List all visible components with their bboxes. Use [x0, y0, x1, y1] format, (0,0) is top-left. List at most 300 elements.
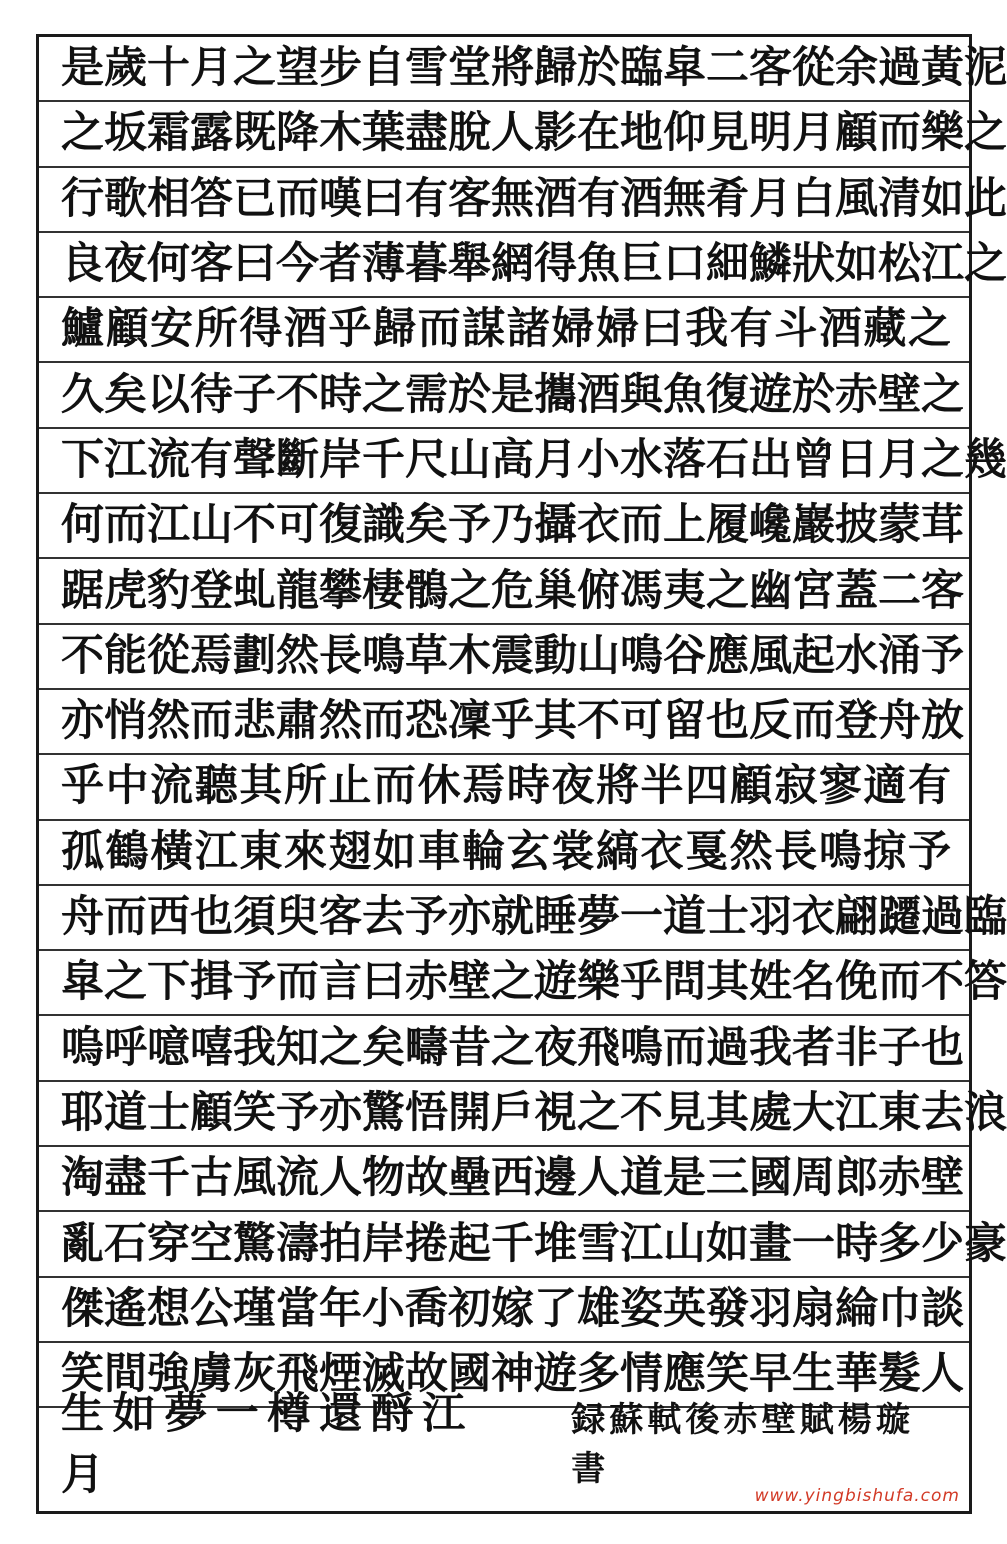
character: 赤	[835, 369, 878, 420]
character: 月	[792, 108, 835, 159]
character: 予	[448, 500, 491, 551]
character: 相	[147, 173, 190, 224]
character: 周	[792, 1153, 835, 1204]
character: 月	[190, 43, 233, 94]
character: 翩	[835, 892, 878, 943]
character: 之	[362, 369, 405, 420]
character: 予	[921, 630, 964, 681]
character: 故	[405, 1349, 448, 1400]
character: 曰	[640, 304, 684, 355]
character: 揖	[190, 957, 233, 1008]
character: 何	[61, 500, 104, 551]
character: 良	[61, 239, 104, 290]
character: 情	[620, 1349, 663, 1400]
character: 就	[491, 892, 534, 943]
character: 松	[878, 239, 921, 290]
character: 東	[878, 1087, 921, 1138]
character: 其	[239, 761, 283, 812]
character: 翅	[328, 826, 372, 877]
character: 步	[319, 43, 362, 94]
character: 下	[147, 957, 190, 1008]
character: 然	[729, 826, 773, 877]
character: 乎	[620, 957, 663, 1008]
character: 安	[150, 304, 194, 355]
character: 悟	[405, 1087, 448, 1138]
character: 山	[663, 1218, 706, 1269]
character: 之	[491, 1022, 534, 1073]
character: 其	[534, 696, 577, 747]
character: 亦	[61, 696, 104, 747]
character: 夢	[577, 892, 620, 943]
character: 草	[405, 630, 448, 681]
character: 客	[448, 173, 491, 224]
character: 東	[239, 826, 283, 877]
character: 久	[61, 369, 104, 420]
character: 月	[749, 173, 792, 224]
character: 止	[328, 761, 372, 812]
character: 望	[276, 43, 319, 94]
character: 亂	[61, 1218, 104, 1269]
character: 客	[319, 892, 362, 943]
character: 復	[319, 500, 362, 551]
character: 縞	[595, 826, 639, 877]
character: 車	[417, 826, 461, 877]
character: 臨	[964, 892, 1007, 943]
character: 也	[706, 696, 749, 747]
character: 攜	[534, 369, 577, 420]
character: 如	[835, 239, 878, 290]
signature: 録蘇軾後赤壁賦楊璇書	[571, 1399, 914, 1489]
character: 華	[835, 1349, 878, 1400]
character: 肴	[706, 173, 749, 224]
character: 無	[491, 173, 534, 224]
character: 開	[448, 1087, 491, 1138]
character: 酒	[620, 173, 663, 224]
character: 士	[147, 1087, 190, 1138]
character: 掠	[863, 826, 907, 877]
text-line	[39, 625, 969, 690]
character: 下	[61, 434, 104, 485]
character: 西	[147, 892, 190, 943]
character: 江	[620, 1218, 663, 1269]
character: 昔	[448, 1022, 491, 1073]
character: 起	[448, 1218, 491, 1269]
character: 嫁	[491, 1283, 534, 1334]
character: 然	[319, 696, 362, 747]
character: 堆	[534, 1218, 577, 1269]
character: 赤	[405, 957, 448, 1008]
text-line	[39, 233, 1007, 298]
character: 不	[276, 369, 319, 420]
character: 風	[233, 1153, 276, 1204]
character: 登	[190, 565, 233, 616]
text-line	[39, 1017, 969, 1082]
character: 從	[147, 630, 190, 681]
character: 歲	[104, 43, 147, 94]
text-line	[39, 1082, 1007, 1147]
character: 顧	[190, 1087, 233, 1138]
character: 二	[706, 43, 749, 94]
character: 今	[276, 239, 319, 290]
character: 人	[319, 1153, 362, 1204]
character: 諸	[506, 304, 550, 355]
character: 有	[729, 304, 773, 355]
character: 非	[835, 1022, 878, 1073]
character: 人	[577, 1153, 620, 1204]
character: 歌	[104, 173, 147, 224]
character: 予	[405, 892, 448, 943]
character: 堂	[448, 43, 491, 94]
character: 多	[878, 1218, 921, 1269]
text-line	[39, 690, 969, 755]
character: 涌	[878, 630, 921, 681]
character: 盡	[104, 1153, 147, 1204]
character: 悲	[233, 696, 276, 747]
character: 鱗	[749, 239, 792, 290]
character: 郎	[835, 1153, 878, 1204]
character: 劃	[233, 630, 276, 681]
character: 驚	[233, 1218, 276, 1269]
character: 濤	[276, 1218, 319, 1269]
character: 子	[233, 369, 276, 420]
character: 驚	[362, 1087, 405, 1138]
character: 暮	[405, 239, 448, 290]
character: 夜	[551, 761, 595, 812]
character: 江	[835, 1087, 878, 1138]
character: 疇	[405, 1022, 448, 1073]
character: 凜	[448, 696, 491, 747]
character: 斷	[276, 434, 319, 485]
character: 起	[792, 630, 835, 681]
character: 狀	[792, 239, 835, 290]
character: 月	[878, 434, 921, 485]
character: 焉	[462, 761, 506, 812]
character: 需	[405, 369, 448, 420]
character: 谷	[663, 630, 706, 681]
character: 間	[104, 1349, 147, 1400]
character: 戶	[491, 1087, 534, 1138]
character: 仰	[663, 108, 706, 159]
character: 休	[417, 761, 461, 812]
character: 鶴	[105, 826, 149, 877]
character: 其	[706, 957, 749, 1008]
character: 扇	[792, 1283, 835, 1334]
character: 少	[921, 1218, 964, 1269]
character: 畫	[749, 1218, 792, 1269]
character: 雄	[577, 1283, 620, 1334]
character: 來	[283, 826, 327, 877]
character: 也	[921, 1022, 964, 1073]
character: 淘	[61, 1153, 104, 1204]
character: 月	[534, 434, 577, 485]
character: 余	[835, 43, 878, 94]
character: 如	[921, 173, 964, 224]
character: 坂	[104, 108, 147, 159]
character: 過	[706, 1022, 749, 1073]
character: 邊	[534, 1153, 577, 1204]
closing-text: 生如夢一樽還酹江月	[61, 1388, 474, 1500]
character: 豪	[964, 1218, 1007, 1269]
text-line	[39, 102, 1007, 167]
character: 不	[577, 696, 620, 747]
character: 之	[491, 957, 534, 1008]
character: 橫	[150, 826, 194, 877]
character: 小	[577, 434, 620, 485]
character: 曾	[792, 434, 835, 485]
character: 人	[491, 108, 534, 159]
character: 年	[319, 1283, 362, 1334]
character: 嗚	[61, 1022, 104, 1073]
character: 予	[276, 1087, 319, 1138]
character: 何	[147, 239, 190, 290]
character: 顧	[729, 761, 773, 812]
character: 戛	[685, 826, 729, 877]
character: 而	[417, 304, 461, 355]
character: 攀	[319, 565, 362, 616]
character: 見	[663, 1087, 706, 1138]
character: 雪	[577, 1218, 620, 1269]
character: 一	[620, 892, 663, 943]
character: 物	[362, 1153, 405, 1204]
character: 自	[362, 43, 405, 94]
character: 浪	[964, 1087, 1007, 1138]
character: 待	[190, 369, 233, 420]
character: 予	[907, 826, 951, 877]
character: 矣	[104, 369, 147, 420]
text-line	[39, 1212, 1007, 1277]
character: 須	[233, 892, 276, 943]
character: 亦	[448, 892, 491, 943]
character: 黃	[921, 43, 964, 94]
character: 捲	[405, 1218, 448, 1269]
character: 噫	[147, 1022, 190, 1073]
character: 羽	[749, 1283, 792, 1334]
character: 上	[663, 500, 706, 551]
character: 清	[878, 173, 921, 224]
character: 而	[620, 500, 663, 551]
character: 半	[640, 761, 684, 812]
character: 之	[964, 108, 1007, 159]
character: 泥	[964, 43, 1007, 94]
character: 如	[373, 826, 417, 877]
character: 夜	[104, 239, 147, 290]
character: 之	[907, 304, 951, 355]
character: 放	[921, 696, 964, 747]
character: 見	[706, 108, 749, 159]
character: 衣	[792, 892, 835, 943]
character: 虎	[104, 565, 147, 616]
character: 是	[491, 369, 534, 420]
character: 豹	[147, 565, 190, 616]
character: 玄	[506, 826, 550, 877]
character: 舟	[878, 696, 921, 747]
character: 顧	[835, 108, 878, 159]
character: 國	[448, 1349, 491, 1400]
character: 有	[577, 173, 620, 224]
character: 臨	[620, 43, 663, 94]
character: 將	[595, 761, 639, 812]
character: 日	[835, 434, 878, 485]
character: 江	[194, 826, 238, 877]
character: 應	[663, 1349, 706, 1400]
character: 乃	[491, 500, 534, 551]
character: 國	[749, 1153, 792, 1204]
character: 於	[792, 369, 835, 420]
character: 乎	[61, 761, 104, 812]
character: 士	[706, 892, 749, 943]
character: 舉	[448, 239, 491, 290]
character: 而	[276, 957, 319, 1008]
character: 者	[319, 239, 362, 290]
character: 俯	[577, 565, 620, 616]
text-line	[39, 559, 969, 624]
character: 流	[150, 761, 194, 812]
character: 石	[706, 434, 749, 485]
character: 者	[792, 1022, 835, 1073]
character: 顧	[105, 304, 149, 355]
character: 其	[706, 1087, 749, 1138]
character: 白	[792, 173, 835, 224]
character: 夜	[534, 1022, 577, 1073]
character: 予	[233, 957, 276, 1008]
character: 悄	[104, 696, 147, 747]
character: 而	[362, 696, 405, 747]
character: 赤	[878, 1153, 921, 1204]
character: 風	[835, 173, 878, 224]
character: 髮	[878, 1349, 921, 1400]
character: 如	[706, 1218, 749, 1269]
character: 酒	[283, 304, 327, 355]
character: 有	[907, 761, 951, 812]
character: 蒙	[878, 500, 921, 551]
character: 一	[792, 1218, 835, 1269]
character: 乎	[491, 696, 534, 747]
character: 震	[491, 630, 534, 681]
character: 得	[239, 304, 283, 355]
character: 拍	[319, 1218, 362, 1269]
character: 所	[283, 761, 327, 812]
character: 可	[276, 500, 319, 551]
character: 於	[448, 369, 491, 420]
character: 葉	[362, 108, 405, 159]
character: 留	[663, 696, 706, 747]
character: 飛	[276, 1349, 319, 1400]
character: 反	[749, 696, 792, 747]
character: 客	[749, 43, 792, 94]
character: 在	[577, 108, 620, 159]
character: 姿	[620, 1283, 663, 1334]
character: 姓	[749, 957, 792, 1008]
character: 過	[878, 43, 921, 94]
character: 出	[749, 434, 792, 485]
character: 睡	[534, 892, 577, 943]
text-line	[39, 951, 1007, 1016]
character: 攝	[534, 500, 577, 551]
character: 既	[233, 108, 276, 159]
character: 舟	[61, 892, 104, 943]
character: 木	[319, 108, 362, 159]
character: 而	[792, 696, 835, 747]
text-line	[39, 168, 1007, 233]
character: 岸	[319, 434, 362, 485]
character: 虜	[190, 1349, 233, 1400]
character: 酒	[577, 369, 620, 420]
character: 壘	[448, 1153, 491, 1204]
character: 夷	[663, 565, 706, 616]
character: 遊	[534, 1349, 577, 1400]
character: 去	[921, 1087, 964, 1138]
character: 之	[319, 1022, 362, 1073]
character: 之	[706, 565, 749, 616]
character: 行	[61, 173, 104, 224]
character: 去	[362, 892, 405, 943]
character: 四	[685, 761, 729, 812]
character: 了	[534, 1283, 577, 1334]
character: 酒	[534, 173, 577, 224]
character: 動	[534, 630, 577, 681]
character: 謀	[462, 304, 506, 355]
text-line	[39, 37, 1007, 102]
character: 巨	[620, 239, 663, 290]
character: 婦	[551, 304, 595, 355]
character: 不	[61, 630, 104, 681]
character: 鳴	[818, 826, 862, 877]
character: 我	[233, 1022, 276, 1073]
character: 落	[663, 434, 706, 485]
character: 危	[491, 565, 534, 616]
character: 二	[878, 565, 921, 616]
character: 答	[190, 173, 233, 224]
character: 發	[706, 1283, 749, 1334]
character: 裳	[551, 826, 595, 877]
character: 笑	[706, 1349, 749, 1400]
character: 應	[706, 630, 749, 681]
character: 將	[491, 43, 534, 94]
character: 水	[620, 434, 663, 485]
character: 幽	[749, 565, 792, 616]
character: 影	[534, 108, 577, 159]
character: 從	[792, 43, 835, 94]
character: 以	[147, 369, 190, 420]
character: 而	[104, 500, 147, 551]
character: 踞	[61, 565, 104, 616]
character: 衣	[577, 500, 620, 551]
character: 巾	[878, 1283, 921, 1334]
character: 人	[921, 1349, 964, 1400]
character: 長	[319, 630, 362, 681]
character: 寥	[818, 761, 862, 812]
character: 與	[620, 369, 663, 420]
character: 道	[620, 1153, 663, 1204]
character: 江	[104, 434, 147, 485]
character: 網	[491, 239, 534, 290]
character: 山	[448, 434, 491, 485]
character: 宮	[792, 565, 835, 616]
site-watermark: www.yingbishufa.com	[754, 1486, 960, 1506]
character: 登	[835, 696, 878, 747]
character: 想	[147, 1283, 190, 1334]
character: 得	[534, 239, 577, 290]
character: 巖	[792, 500, 835, 551]
character: 高	[491, 434, 534, 485]
character: 視	[534, 1087, 577, 1138]
character: 之	[61, 108, 104, 159]
character: 虬	[233, 565, 276, 616]
character: 俛	[835, 957, 878, 1008]
character: 穿	[147, 1218, 190, 1269]
character: 矣	[362, 1022, 405, 1073]
character: 巢	[534, 565, 577, 616]
